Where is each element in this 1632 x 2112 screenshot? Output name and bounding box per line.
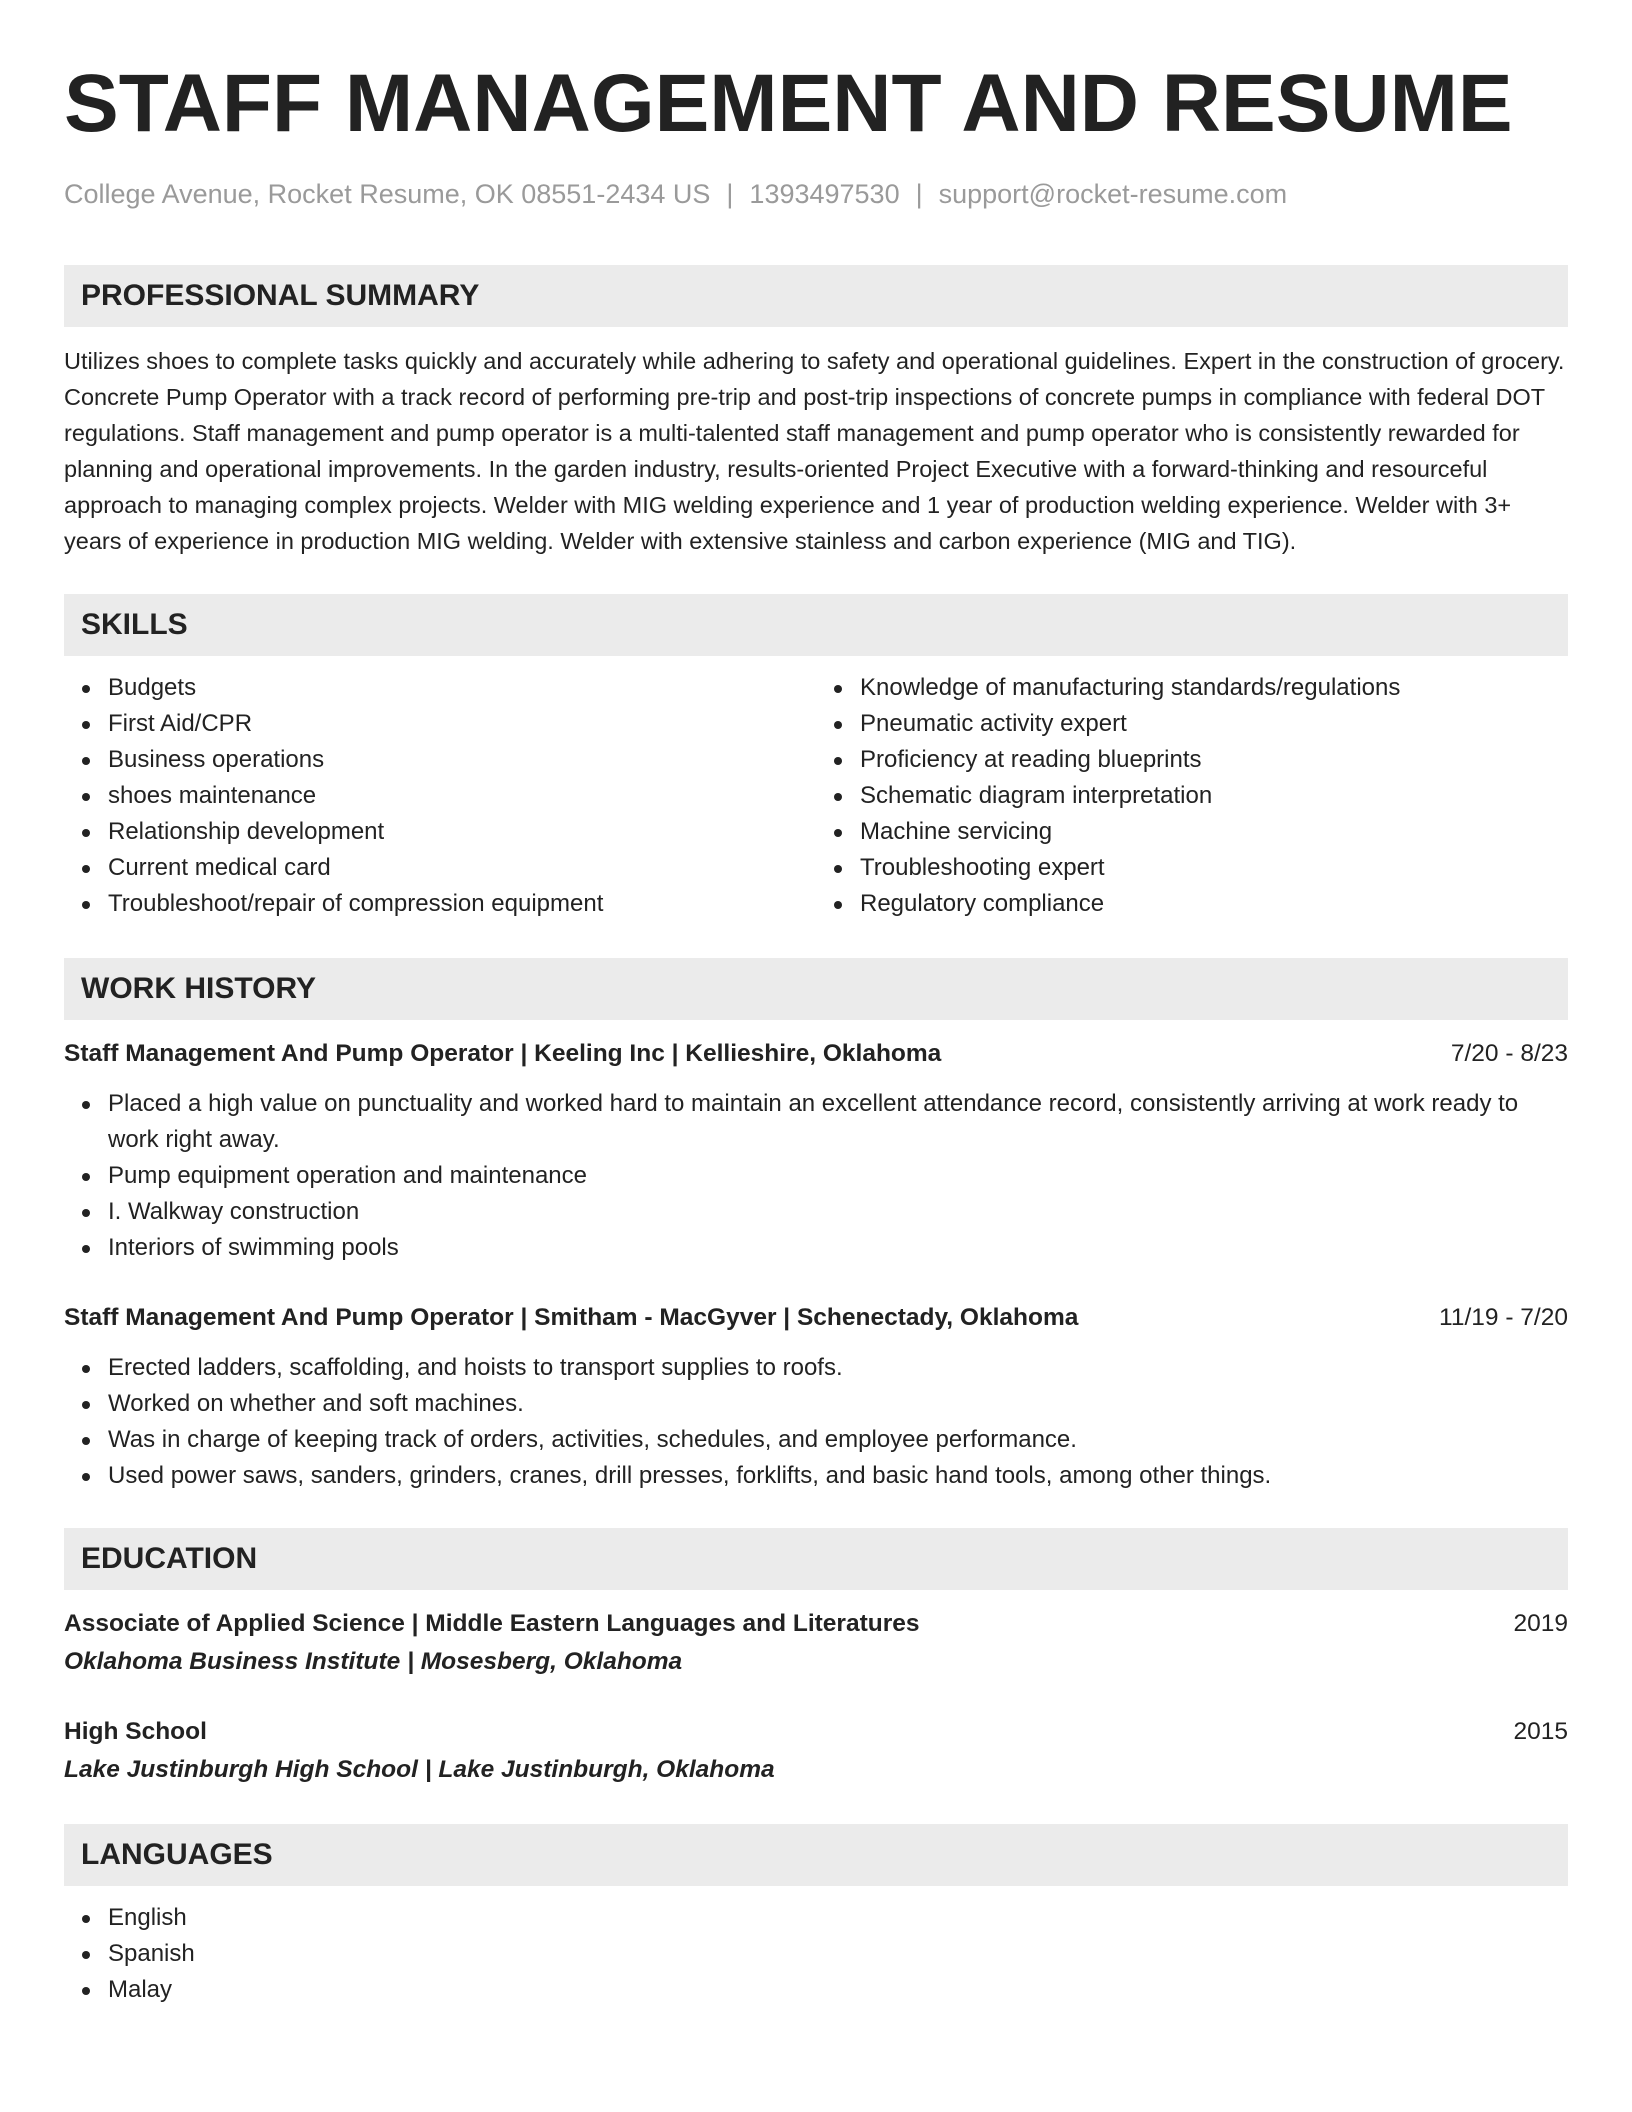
language-item: Malay [108, 1972, 1568, 2008]
skill-item: shoes maintenance [108, 778, 816, 814]
skill-item: Schematic diagram interpretation [860, 778, 1568, 814]
contact-separator: | [915, 179, 923, 209]
job-bullet: I. Walkway construction [108, 1194, 1568, 1230]
summary-heading: PROFESSIONAL SUMMARY [64, 265, 1568, 327]
skills-list [64, 670, 1568, 922]
education-year: 2015 [1513, 1718, 1568, 1745]
education-heading: EDUCATION [64, 1528, 1568, 1590]
skills-heading: SKILLS [64, 594, 1568, 656]
language-item: English [108, 1900, 1568, 1936]
job-header [64, 1036, 1568, 1072]
contact-separator: | [726, 179, 734, 209]
education-school: Lake Justinburgh High School | Lake Justinburgh, Oklahoma [64, 1756, 775, 1783]
skill-item: First Aid/CPR [108, 706, 816, 742]
skill-item: Machine servicing [860, 814, 1568, 850]
contact-address: College Avenue, Rocket Resume, OK 08551-2434 US [64, 179, 711, 209]
job-title: Staff Management And Pump Operator | Smitham - MacGyver | Schenectady, Oklahoma [64, 1304, 1079, 1331]
education-school: Oklahoma Business Institute | Mosesberg, Oklahoma [64, 1648, 683, 1675]
job-dates: 7/20 - 8/23 [1450, 1040, 1568, 1067]
skill-item: Regulatory compliance [860, 886, 1568, 922]
job-dates: 11/19 - 7/20 [1439, 1304, 1568, 1331]
education-degree: Associate of Applied Science | Middle Eastern Languages and Literatures [64, 1610, 920, 1637]
skill-item: Troubleshooting expert [860, 850, 1568, 886]
contact-email[interactable]: support@rocket-resume.com [938, 179, 1288, 209]
languages-heading: LANGUAGES [64, 1824, 1568, 1886]
skill-item: Proficiency at reading blueprints [860, 742, 1568, 778]
job-bullet: Used power saws, sanders, grinders, cranes, drill presses, forklifts, and basic hand tools, among other things. [108, 1458, 1568, 1494]
job-bullet: Interiors of swimming pools [108, 1230, 1568, 1266]
job-bullets [64, 1086, 1568, 1266]
skills-column-left [64, 670, 816, 922]
education-entry [64, 1714, 1568, 1788]
languages-list [64, 1900, 1568, 2008]
skill-item: Business operations [108, 742, 816, 778]
skill-item: Current medical card [108, 850, 816, 886]
job-bullet: Worked on whether and soft machines. [108, 1386, 1568, 1422]
contact-line [64, 176, 1568, 212]
skill-item: Knowledge of manufacturing standards/regulations [860, 670, 1568, 706]
job-bullet: Erected ladders, scaffolding, and hoists to transport supplies to roofs. [108, 1350, 1568, 1386]
contact-phone: 1393497530 [749, 179, 900, 209]
skills-column-right [816, 670, 1568, 922]
skill-item: Relationship development [108, 814, 816, 850]
resume-name: STAFF MANAGEMENT AND RESUME [64, 58, 1513, 149]
skill-item: Budgets [108, 670, 816, 706]
education-degree: High School [64, 1718, 207, 1745]
education-header [64, 1606, 1568, 1642]
job-bullet: Was in charge of keeping track of orders, activities, schedules, and employee performance. [108, 1422, 1568, 1458]
job-title: Staff Management And Pump Operator | Keeling Inc | Kellieshire, Oklahoma [64, 1040, 942, 1067]
education-header [64, 1714, 1568, 1750]
work-history-heading: WORK HISTORY [64, 958, 1568, 1020]
job-header [64, 1300, 1568, 1336]
education-year: 2019 [1513, 1610, 1568, 1637]
skill-item: Pneumatic activity expert [860, 706, 1568, 742]
summary-text: Utilizes shoes to complete tasks quickly and accurately while adhering to safety and operational guidelines. Expert in the construction of grocery. Concrete Pump Operator with a track record of performing pre-trip and post-trip inspections of concrete pumps in compliance with federal DOT regulations. Staff management and pump operator is a multi-talented staff management and pump operator who is consistently rewarded for planning and operational improvements. In the garden industry, results-oriented Project Executive with a forward-thinking and resourceful approach to managing complex projects. Welder with MIG welding experience and 1 year of production welding experience. Welder with 3+ years of experience in production MIG welding. Welder with extensive stainless and carbon experience (MIG and TIG). [64, 348, 1565, 554]
education-entry [64, 1606, 1568, 1680]
job-entry [64, 1300, 1568, 1494]
job-entry [64, 1036, 1568, 1266]
job-bullets [64, 1350, 1568, 1494]
language-item: Spanish [108, 1936, 1568, 1972]
skill-item: Troubleshoot/repair of compression equipment [108, 886, 816, 922]
job-bullet: Pump equipment operation and maintenance [108, 1158, 1568, 1194]
job-bullet: Placed a high value on punctuality and worked hard to maintain an excellent attendance record, consistently arriving at work ready to work right away. [108, 1086, 1568, 1158]
